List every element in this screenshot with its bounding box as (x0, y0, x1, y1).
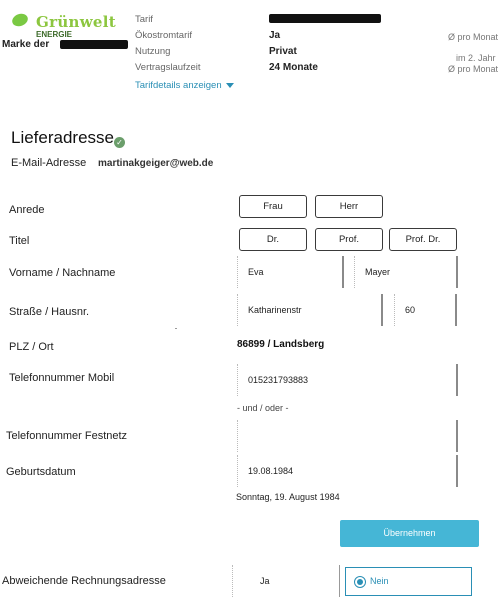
billing-no-label: Nein (370, 576, 389, 586)
speck (175, 328, 177, 329)
price-note-2: im 2. Jahr (456, 53, 496, 63)
billing-yes-label: Ja (260, 576, 270, 586)
last-name-value: Mayer (365, 267, 391, 277)
billing-no-option[interactable] (345, 567, 472, 596)
tariff-label-nutzung: Nutzung (135, 46, 171, 57)
name-label: Vorname / Nachname (9, 267, 116, 279)
tariff-value-laufzeit: 24 Monate (269, 62, 318, 73)
price-note-1: Ø pro Monat (448, 32, 499, 42)
und-oder-text: - und / oder - (237, 403, 289, 413)
house-number-value: 60 (405, 305, 416, 315)
tariff-details-link[interactable] (135, 80, 234, 91)
tariff-label-tarif: Tarif (135, 14, 153, 25)
mobile-value: 015231793883 (248, 375, 309, 385)
house-number-input[interactable] (394, 294, 457, 326)
marke-label: Marke der (2, 39, 50, 50)
tariff-value-oeko: Ja (269, 30, 281, 41)
first-name-value: Eva (248, 267, 264, 277)
first-name-input[interactable] (237, 256, 344, 288)
anrede-herr-button[interactable]: Herr (315, 195, 383, 218)
tariff-label-oeko: Ökostromtarif (135, 30, 193, 41)
email-value: martinakgeiger@web.de (98, 158, 214, 169)
titel-profdr-button[interactable]: Prof. Dr. (389, 228, 457, 251)
festnetz-input[interactable] (237, 420, 458, 452)
brand-name: Grünwelt (36, 13, 117, 31)
chevron-down-icon (226, 83, 234, 88)
tariff-details-label: Tarifdetails anzeigen (135, 80, 222, 91)
section-title: Lieferadresse (11, 128, 115, 147)
birthdate-value: 19.08.1984 (248, 466, 294, 476)
festnetz-label: Telefonnummer Festnetz (6, 430, 128, 442)
leaf-icon (10, 12, 29, 29)
billing-yes-option[interactable] (232, 565, 340, 597)
titel-dr-button[interactable]: Dr. (239, 228, 307, 251)
titel-prof-button[interactable]: Prof. (315, 228, 383, 251)
redaction (269, 14, 381, 23)
tariff-label-laufzeit: Vertragslaufzeit (135, 62, 201, 73)
titel-label: Titel (9, 235, 30, 247)
birthdate-input[interactable] (237, 455, 458, 487)
billing-label: Abweichende Rechnungsadresse (2, 575, 166, 587)
plz-value: 86899 / Landsberg (237, 339, 325, 350)
last-name-input[interactable] (354, 256, 458, 288)
street-input[interactable] (237, 294, 383, 326)
anrede-label: Anrede (9, 204, 45, 216)
mobile-label: Telefonnummer Mobil (9, 372, 115, 384)
plz-label: PLZ / Ort (9, 341, 54, 353)
submit-button[interactable]: Übernehmen (340, 520, 479, 547)
tariff-value-nutzung: Privat (269, 46, 297, 57)
check-icon: ✓ (114, 137, 125, 148)
street-value: Katharinenstr (248, 305, 302, 315)
radio-selected-icon (354, 576, 366, 588)
mobile-input[interactable] (237, 364, 458, 396)
price-note-3: Ø pro Monat (448, 64, 499, 74)
redaction (60, 40, 128, 49)
email-label: E-Mail-Adresse (11, 157, 87, 169)
birthdate-label: Geburtsdatum (6, 466, 76, 478)
brand-sub: ENERGIE (36, 30, 73, 39)
street-label: Straße / Hausnr. (9, 306, 90, 318)
birthdate-long: Sonntag, 19. August 1984 (236, 492, 340, 502)
anrede-frau-button[interactable]: Frau (239, 195, 307, 218)
